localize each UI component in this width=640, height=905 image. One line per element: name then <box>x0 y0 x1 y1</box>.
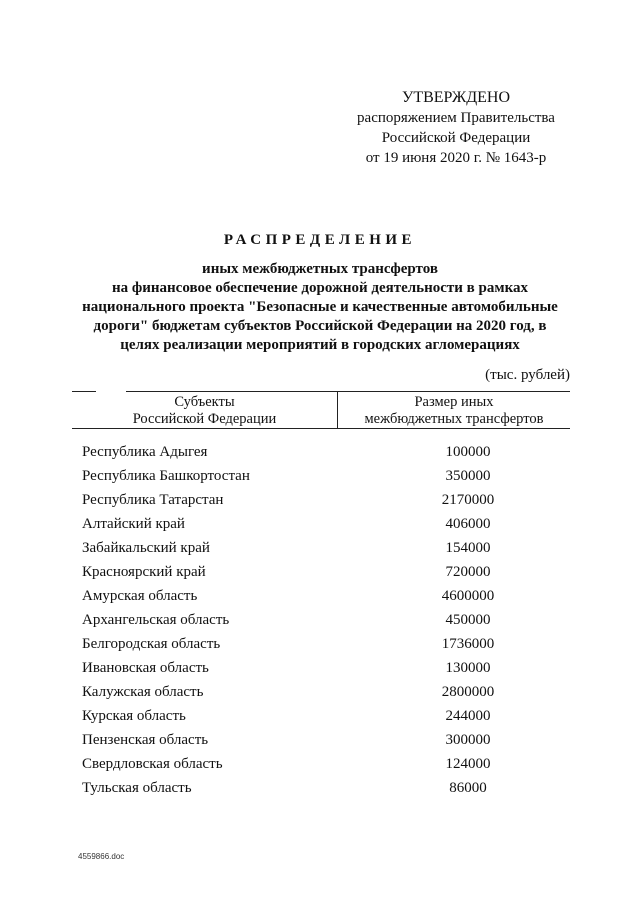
row-subject: Красноярский край <box>82 564 206 580</box>
table-row <box>0 489 640 513</box>
approval-government: Российской Федерации <box>381 130 531 146</box>
table-row <box>0 729 640 753</box>
row-amount: 1736000 <box>441 636 495 652</box>
table-row <box>0 777 640 801</box>
row-amount: 720000 <box>445 564 491 580</box>
row-subject: Забайкальский край <box>82 540 210 556</box>
document-subtitle <box>40 260 600 355</box>
subtitle-line: национального проекта "Безопасные и качественные автомобильные <box>82 299 558 315</box>
approval-heading: УТВЕРЖДЕНО <box>401 89 510 106</box>
row-subject: Ивановская область <box>82 660 209 676</box>
units-note: (тыс. рублей) <box>485 367 570 383</box>
table-row <box>0 681 640 705</box>
table-row <box>0 513 640 537</box>
table-row <box>0 561 640 585</box>
header-col-subjects-line1: Субъекты <box>174 394 235 410</box>
header-col-amount-line1: Размер иных <box>414 394 494 410</box>
row-subject: Белгородская область <box>82 636 221 652</box>
row-amount: 130000 <box>445 660 491 676</box>
row-amount: 4600000 <box>441 588 495 604</box>
table-row <box>0 465 640 489</box>
row-amount: 86000 <box>449 780 487 796</box>
table-row <box>0 609 640 633</box>
row-subject: Курская область <box>82 708 186 724</box>
row-subject: Алтайский край <box>82 516 185 532</box>
table-row <box>0 585 640 609</box>
table-row <box>0 537 640 561</box>
row-amount: 2800000 <box>441 684 495 700</box>
approval-date-number: от 19 июня 2020 г. № 1643-р <box>365 150 547 166</box>
row-amount: 406000 <box>445 516 491 532</box>
header-col-subjects-line2: Российской Федерации <box>132 411 277 427</box>
row-amount: 350000 <box>445 468 491 484</box>
table-row <box>0 705 640 729</box>
table-row <box>0 441 640 465</box>
header-col-subjects <box>72 394 337 428</box>
row-subject: Амурская область <box>82 588 198 604</box>
row-amount: 154000 <box>445 540 491 556</box>
row-subject: Тульская область <box>82 780 192 796</box>
row-amount: 124000 <box>445 756 491 772</box>
subtitle-line: дороги" бюджетам субъектов Российской Федерации на 2020 год, в <box>93 318 547 334</box>
table-row <box>0 633 640 657</box>
subtitle-line: иных межбюджетных трансфертов <box>202 261 438 277</box>
row-subject: Республика Адыгея <box>82 444 208 460</box>
table-header <box>72 392 570 428</box>
row-subject: Республика Башкортостан <box>82 468 250 484</box>
row-amount: 2170000 <box>441 492 495 508</box>
row-subject: Архангельская область <box>82 612 230 628</box>
row-subject: Свердловская область <box>82 756 223 772</box>
table-header-bottom-border <box>72 428 570 429</box>
row-subject: Пензенская область <box>82 732 209 748</box>
row-subject: Республика Татарстан <box>82 492 224 508</box>
row-amount: 450000 <box>445 612 491 628</box>
approval-block <box>330 88 582 168</box>
row-amount: 244000 <box>445 708 491 724</box>
subtitle-line: целях реализации мероприятий в городских агломерациях <box>120 337 520 353</box>
subtitle-line: на финансовое обеспечение дорожной деятельности в рамках <box>111 280 528 296</box>
document-file-code: 4559866.doc <box>78 852 125 861</box>
table-row <box>0 657 640 681</box>
table-row <box>0 753 640 777</box>
header-col-amount-line2: межбюджетных трансфертов <box>364 411 544 427</box>
approval-by-order: распоряжением Правительства <box>357 110 555 126</box>
header-col-amount <box>338 394 570 428</box>
document-title: РАСПРЕДЕЛЕНИЕ <box>223 232 417 248</box>
row-amount: 300000 <box>445 732 491 748</box>
row-amount: 100000 <box>445 444 491 460</box>
table-body <box>0 441 640 801</box>
row-subject: Калужская область <box>82 684 204 700</box>
